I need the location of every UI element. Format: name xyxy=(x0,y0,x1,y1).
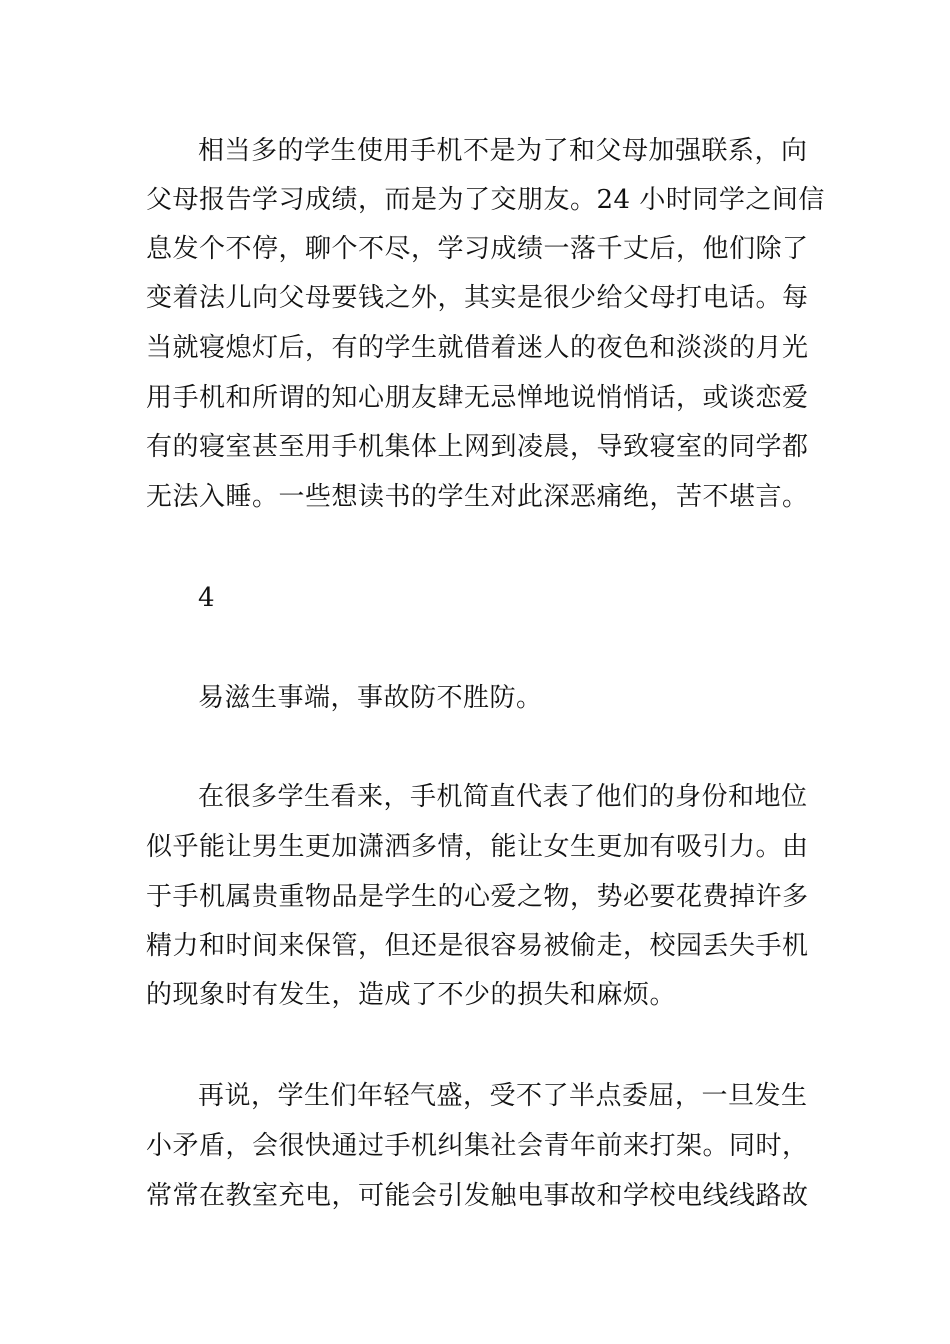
paragraph-1-line-1: 相当多的学生使用手机不是为了和父母加强联系，向 xyxy=(198,136,808,166)
paragraph-4-line-3: 于手机属贵重物品是学生的心爱之物，势必要花费掉许多 xyxy=(146,882,809,912)
paragraph-5-line-2: 小矛盾，会很快通过手机纠集社会青年前来打架。同时， xyxy=(146,1131,809,1161)
paragraph-1-line-3: 息发个不停，聊个不尽，学习成绩一落千丈后，他们除了 xyxy=(146,234,809,264)
paragraph-4-line-1: 在很多学生看来，手机简直代表了他们的身份和地位 xyxy=(198,782,808,812)
paragraph-1-line-5: 当就寝熄灯后，有的学生就借着迷人的夜色和淡淡的月光 xyxy=(146,333,809,363)
paragraph-1-line-6: 用手机和所谓的知心朋友肆无忌惮地说悄悄话，或谈恋爱 xyxy=(146,383,809,413)
paragraph-5-line-3: 常常在教室充电，可能会引发触电事故和学校电线线路故 xyxy=(146,1181,809,1211)
paragraph-4-line-2: 似乎能让男生更加潇洒多情，能让女生更加有吸引力。由 xyxy=(146,832,809,862)
paragraph-1-line-7: 有的寝室甚至用手机集体上网到凌晨，导致寝室的同学都 xyxy=(146,432,809,462)
section-heading: 易滋生事端，事故防不胜防。 xyxy=(198,683,543,713)
paragraph-4-line-5: 的现象时有发生，造成了不少的损失和麻烦。 xyxy=(146,980,677,1010)
paragraph-5-line-1: 再说，学生们年轻气盛，受不了半点委屈，一旦发生 xyxy=(198,1081,808,1111)
paragraph-1-line-2: 父母报告学习成绩，而是为了交朋友。24 小时同学之间信 xyxy=(146,185,825,215)
paragraph-1-line-8: 无法入睡。一些想读书的学生对此深恶痛绝，苦不堪言。 xyxy=(146,482,809,512)
paragraph-1-line-4: 变着法儿向父母要钱之外，其实是很少给父母打电话。每 xyxy=(146,283,809,313)
paragraph-4-line-4: 精力和时间来保管，但还是很容易被偷走，校园丢失手机 xyxy=(146,931,809,961)
section-number: 4 xyxy=(198,583,216,613)
